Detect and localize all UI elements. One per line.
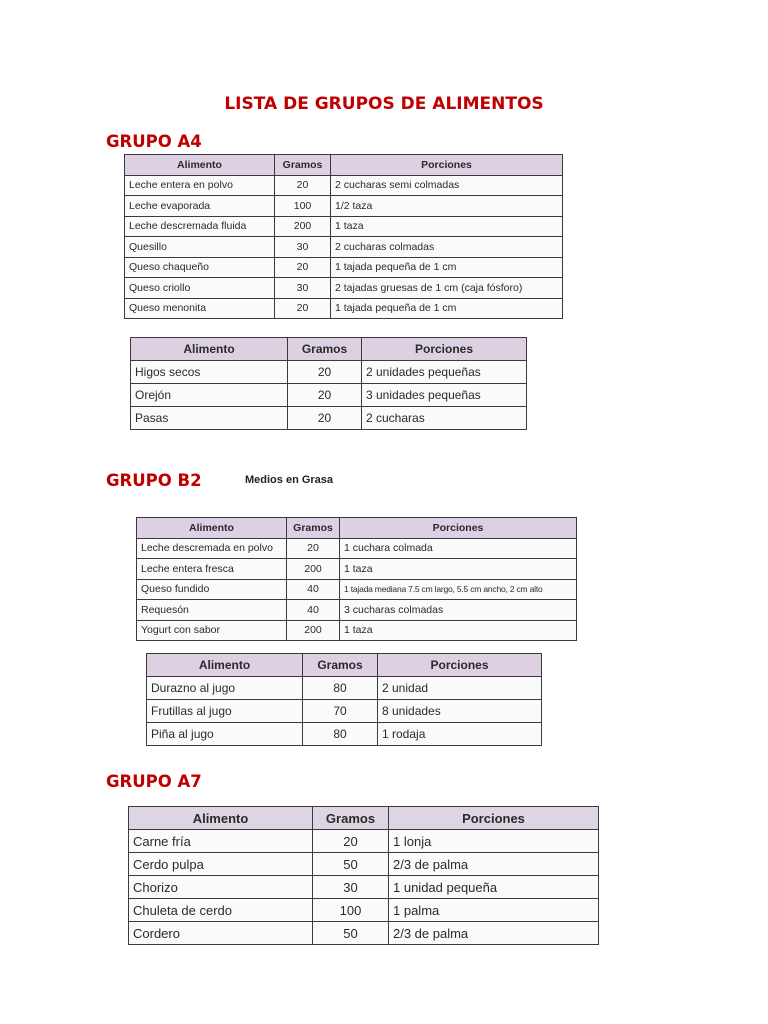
food-name-cell: Cordero — [129, 922, 313, 945]
column-header-porciones: Porciones — [331, 155, 563, 176]
food-name-cell: Queso chaqueño — [125, 257, 275, 278]
portion-cell: 1 taza — [331, 216, 563, 237]
grams-cell: 30 — [313, 876, 389, 899]
group-sublabel: Medios en Grasa — [245, 474, 334, 486]
table-row — [125, 257, 563, 278]
table-row — [125, 196, 563, 217]
portion-cell: 2 cucharas — [362, 407, 527, 430]
food-name-cell: Leche descremada en polvo — [137, 538, 287, 559]
grams-cell: 20 — [288, 407, 362, 430]
column-header-alimento: Alimento — [131, 338, 288, 361]
column-header-gramos: Gramos — [303, 654, 378, 677]
grams-cell: 200 — [287, 559, 340, 580]
group-heading-a7: GRUPO A7 — [106, 772, 202, 791]
portion-cell: 1 rodaja — [378, 723, 542, 746]
table-row — [131, 384, 527, 407]
food-table-a7-meat — [128, 806, 599, 945]
table-row — [129, 899, 599, 922]
food-name-cell: Cerdo pulpa — [129, 853, 313, 876]
table-row — [125, 237, 563, 258]
table-row — [129, 876, 599, 899]
portion-cell: 1 cuchara colmada — [340, 538, 577, 559]
food-name-cell: Queso criollo — [125, 278, 275, 299]
portion-cell: 3 unidades pequeñas — [362, 384, 527, 407]
table-row — [137, 559, 577, 580]
table-row — [147, 677, 542, 700]
food-name-cell: Queso fundido — [137, 579, 287, 600]
table-row — [137, 579, 577, 600]
food-table-b2-dairy — [136, 517, 577, 641]
food-name-cell: Higos secos — [131, 361, 288, 384]
grams-cell: 50 — [313, 853, 389, 876]
table-row — [147, 700, 542, 723]
portion-cell: 2 cucharas colmadas — [331, 237, 563, 258]
portion-cell: 1/2 taza — [331, 196, 563, 217]
column-header-gramos: Gramos — [313, 807, 389, 830]
food-name-cell: Durazno al jugo — [147, 677, 303, 700]
portion-cell: 2 cucharas semi colmadas — [331, 175, 563, 196]
grams-cell: 20 — [275, 257, 331, 278]
table-row — [125, 298, 563, 319]
grams-cell: 40 — [287, 579, 340, 600]
grams-cell: 200 — [287, 620, 340, 641]
food-table-a4-dairy — [124, 154, 563, 319]
grams-cell: 20 — [313, 830, 389, 853]
table-header-row — [137, 518, 577, 539]
portion-cell: 2 unidad — [378, 677, 542, 700]
food-table-a4-dried-fruit — [130, 337, 527, 430]
portion-cell: 2/3 de palma — [389, 922, 599, 945]
grams-cell: 30 — [275, 237, 331, 258]
table-row — [129, 922, 599, 945]
table-header-row — [131, 338, 527, 361]
food-name-cell: Leche entera fresca — [137, 559, 287, 580]
grams-cell: 100 — [275, 196, 331, 217]
grams-cell: 40 — [287, 600, 340, 621]
grams-cell: 20 — [288, 384, 362, 407]
page-title: LISTA DE GRUPOS DE ALIMENTOS — [224, 94, 544, 114]
portion-cell: 1 palma — [389, 899, 599, 922]
food-name-cell: Frutillas al jugo — [147, 700, 303, 723]
column-header-gramos: Gramos — [275, 155, 331, 176]
food-name-cell: Chuleta de cerdo — [129, 899, 313, 922]
portion-cell: 1 tajada pequeña de 1 cm — [331, 298, 563, 319]
table-row — [137, 620, 577, 641]
table-header-row — [129, 807, 599, 830]
column-header-gramos: Gramos — [288, 338, 362, 361]
column-header-alimento: Alimento — [137, 518, 287, 539]
portion-cell: 1 unidad pequeña — [389, 876, 599, 899]
column-header-gramos: Gramos — [287, 518, 340, 539]
portion-cell: 2/3 de palma — [389, 853, 599, 876]
portion-cell: 1 tajada pequeña de 1 cm — [331, 257, 563, 278]
portion-cell: 2 tajadas gruesas de 1 cm (caja fósforo) — [331, 278, 563, 299]
portion-cell: 1 tajada mediana 7.5 cm largo, 5.5 cm ancho, 2 cm alto — [340, 579, 577, 600]
column-header-porciones: Porciones — [378, 654, 542, 677]
grams-cell: 200 — [275, 216, 331, 237]
food-name-cell: Pasas — [131, 407, 288, 430]
portion-cell: 1 lonja — [389, 830, 599, 853]
food-name-cell: Leche descremada fluida — [125, 216, 275, 237]
table-row — [131, 407, 527, 430]
food-name-cell: Piña al jugo — [147, 723, 303, 746]
food-name-cell: Leche evaporada — [125, 196, 275, 217]
grams-cell: 20 — [275, 175, 331, 196]
food-name-cell: Queso menonita — [125, 298, 275, 319]
table-row — [137, 600, 577, 621]
table-row — [129, 830, 599, 853]
grams-cell: 80 — [303, 723, 378, 746]
table-row — [125, 175, 563, 196]
table-row — [129, 853, 599, 876]
food-name-cell: Requesón — [137, 600, 287, 621]
portion-cell: 1 taza — [340, 559, 577, 580]
column-header-porciones: Porciones — [362, 338, 527, 361]
group-heading-a4: GRUPO A4 — [106, 132, 202, 151]
portion-cell: 3 cucharas colmadas — [340, 600, 577, 621]
food-name-cell: Carne fría — [129, 830, 313, 853]
column-header-alimento: Alimento — [125, 155, 275, 176]
food-name-cell: Chorizo — [129, 876, 313, 899]
table-row — [147, 723, 542, 746]
food-name-cell: Yogurt con sabor — [137, 620, 287, 641]
table-row — [131, 361, 527, 384]
food-name-cell: Leche entera en polvo — [125, 175, 275, 196]
portion-cell: 8 unidades — [378, 700, 542, 723]
column-header-porciones: Porciones — [340, 518, 577, 539]
portion-cell: 1 taza — [340, 620, 577, 641]
grams-cell: 20 — [287, 538, 340, 559]
food-table-b2-fruit — [146, 653, 542, 746]
group-heading-b2: GRUPO B2 — [106, 471, 202, 490]
food-name-cell: Orejón — [131, 384, 288, 407]
table-header-row — [147, 654, 542, 677]
grams-cell: 30 — [275, 278, 331, 299]
table-row — [125, 216, 563, 237]
grams-cell: 80 — [303, 677, 378, 700]
column-header-alimento: Alimento — [129, 807, 313, 830]
grams-cell: 70 — [303, 700, 378, 723]
grams-cell: 20 — [275, 298, 331, 319]
column-header-porciones: Porciones — [389, 807, 599, 830]
food-name-cell: Quesillo — [125, 237, 275, 258]
portion-cell: 2 unidades pequeñas — [362, 361, 527, 384]
table-row — [125, 278, 563, 299]
table-row — [137, 538, 577, 559]
table-header-row — [125, 155, 563, 176]
grams-cell: 20 — [288, 361, 362, 384]
column-header-alimento: Alimento — [147, 654, 303, 677]
grams-cell: 50 — [313, 922, 389, 945]
grams-cell: 100 — [313, 899, 389, 922]
